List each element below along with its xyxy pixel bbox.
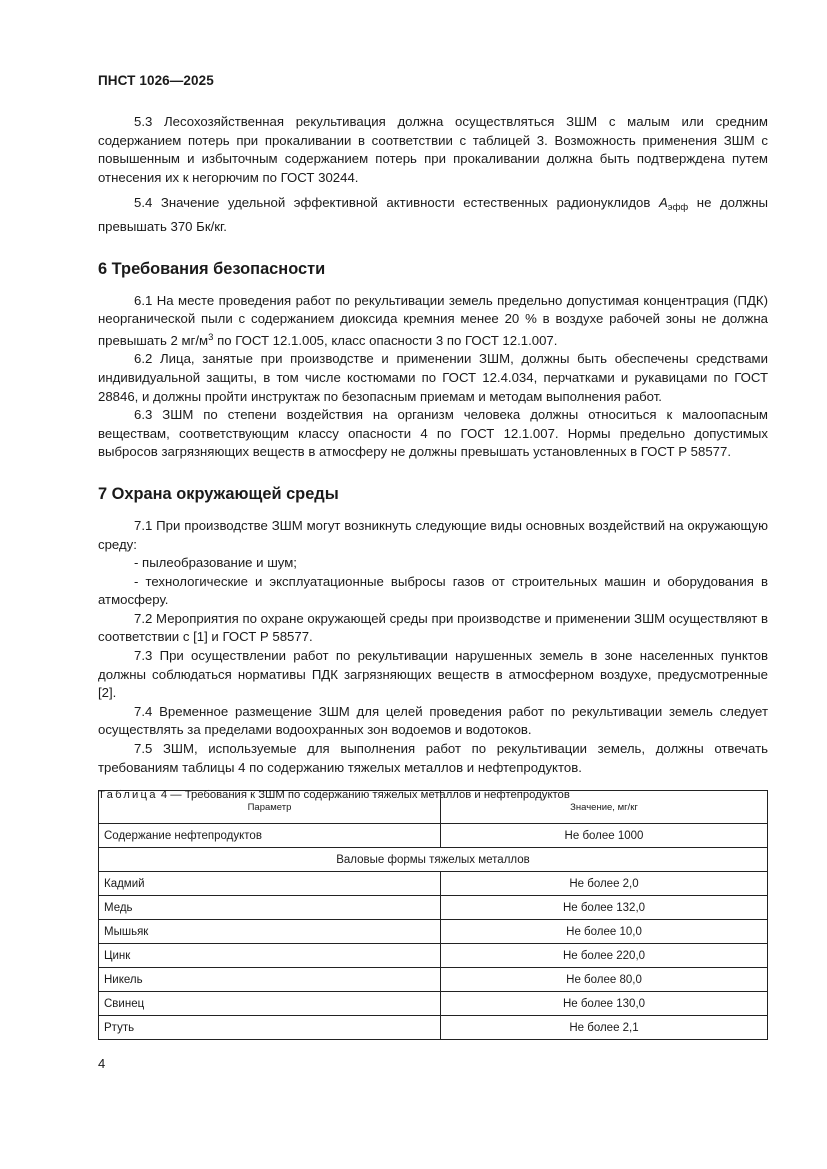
activity-symbol: A: [658, 195, 668, 211]
table-cell-value: Не более 220,0: [441, 944, 768, 968]
table-cell-param: Ртуть: [99, 1016, 441, 1040]
table-row: [99, 824, 768, 848]
table-cell-value: Не более 80,0: [441, 968, 768, 992]
paragraph-5-4-text-b: не должны превышать 370 Бк/кг.: [98, 195, 769, 234]
table-cell-value: Не более 132,0: [441, 896, 768, 920]
table-header-row: [99, 791, 768, 824]
paragraph-6-1: [98, 292, 768, 351]
table-cell-param: Медь: [99, 896, 441, 920]
paragraph-5-4: [98, 194, 768, 236]
table-cell-param: Мышьяк: [99, 920, 441, 944]
table-cell-param: Цинк: [99, 944, 441, 968]
table-cell-param: Никель: [99, 968, 441, 992]
section-6-heading: 6 Требования безопасности: [98, 259, 326, 278]
table-cell-value: Не более 2,0: [441, 872, 768, 896]
activity-subscript: эфф: [667, 202, 689, 214]
paragraph-7-3: 7.3 При осуществлении работ по рекультивации нарушенных земель в зоне населенных пунктов должны соблюдаться нормативы ПДК загрязняющих веществ в атмосферном воздухе, предусмотренные [2].: [98, 648, 768, 701]
paragraph-6-1-text-a: 6.1 На месте проведения работ по рекультивации земель предельно допустимая концентрация (ПДК) неорганической пыли с содержанием диоксида кремния менее 20 % в воздухе рабочей зоны не должна превышать 2 мг/м: [98, 292, 768, 348]
paragraph-5-4-text-a: 5.4 Значение удельной эффективной активности естественных радионуклидов: [134, 195, 659, 211]
table-caption-text: 4 — Требования к ЗШМ по содержанию тяжелых металлов и нефтепродуктов: [157, 789, 570, 802]
table-group-row: [99, 848, 768, 872]
document-body: [98, 113, 768, 802]
cubic-superscript: 3: [208, 331, 214, 343]
list-item-dust: - пылеобразование и шум;: [134, 555, 297, 571]
document-code: ПНСТ 1026—2025: [98, 73, 214, 88]
paragraph-7-5: 7.5 ЗШМ, используемые для выполнения работ по рекультивации земель, должны отвечать требованиям таблицы 4 по содержанию тяжелых металлов и нефтепродуктов.: [98, 741, 768, 775]
table-row: [99, 896, 768, 920]
table-row: [99, 920, 768, 944]
paragraph-7-4: 7.4 Временное размещение ЗШМ для целей проведения работ по рекультивации земель следует осуществлять за пределами водоохранных зон водоемов и водотоков.: [98, 703, 768, 738]
table-cell-param: Свинец: [99, 992, 441, 1016]
table-cell-param: Кадмий: [99, 872, 441, 896]
table-cell-value: Не более 2,1: [441, 1016, 768, 1040]
table-cell-param: Содержание нефтепродуктов: [99, 824, 441, 848]
column-header-value: Значение, мг/кг: [441, 791, 768, 824]
section-7-heading: 7 Охрана окружающей среды: [98, 484, 339, 503]
table-row: [99, 872, 768, 896]
paragraph-6-3: 6.3 ЗШМ по степени воздействия на организм человека должны относиться к малоопасным веществам, соответствующим классу опасности 4 по ГОСТ 12.1.007. Нормы предельно допустимых выбросов загрязняющих веществ в атмосферу не должны превышать установленных в ГОСТ Р 58577.: [98, 407, 768, 460]
column-header-parameter: Параметр: [99, 791, 441, 824]
table-4: [98, 790, 768, 1040]
table-group-label: Валовые формы тяжелых металлов: [99, 848, 768, 872]
paragraph-7-1: 7.1 При производстве ЗШМ могут возникнуть следующие виды основных воздействий на окружающую среду:: [98, 517, 768, 552]
paragraph-7-2: 7.2 Мероприятия по охране окружающей среды при производстве и применении ЗШМ осуществляют в соответствии с [1] и ГОСТ Р 58577.: [98, 610, 768, 645]
table-cell-value: Не более 10,0: [441, 920, 768, 944]
table-caption-label: Таблица: [98, 789, 158, 802]
list-item-emissions: - технологические и эксплуатационные выбросы газов от строительных машин и оборудования в атмосферу.: [98, 573, 768, 608]
paragraph-5-3: 5.3 Лесохозяйственная рекультивация должна осуществляться ЗШМ с малым или средним содержанием потерь при прокаливании в соответствии с таблицей 3. Возможность применения ЗШМ с повышенным и избыточным содержанием потерь при прокаливании должна быть подтверждена путем отнесения их к негорючим по ГОСТ 30244.: [98, 114, 768, 185]
table-cell-value: Не более 130,0: [441, 992, 768, 1016]
table-row: [99, 992, 768, 1016]
table-row: [99, 1016, 768, 1040]
table-row: [99, 944, 768, 968]
paragraph-6-1-text-b: по ГОСТ 12.1.005, класс опасности 3 по ГОСТ 12.1.007.: [213, 332, 558, 348]
page-number: 4: [98, 1056, 106, 1071]
table-row: [99, 968, 768, 992]
paragraph-6-2: 6.2 Лица, занятые при производстве и применении ЗШМ, должны быть обеспечены средствами индивидуальной защиты, в том числе костюмами по ГОСТ 12.4.034, перчатками и рукавицами по ГОСТ 28846, и должны пройти инструктаж по безопасным приемам и методам выполнения работ.: [98, 351, 768, 404]
table-cell-value: Не более 1000: [441, 824, 768, 848]
